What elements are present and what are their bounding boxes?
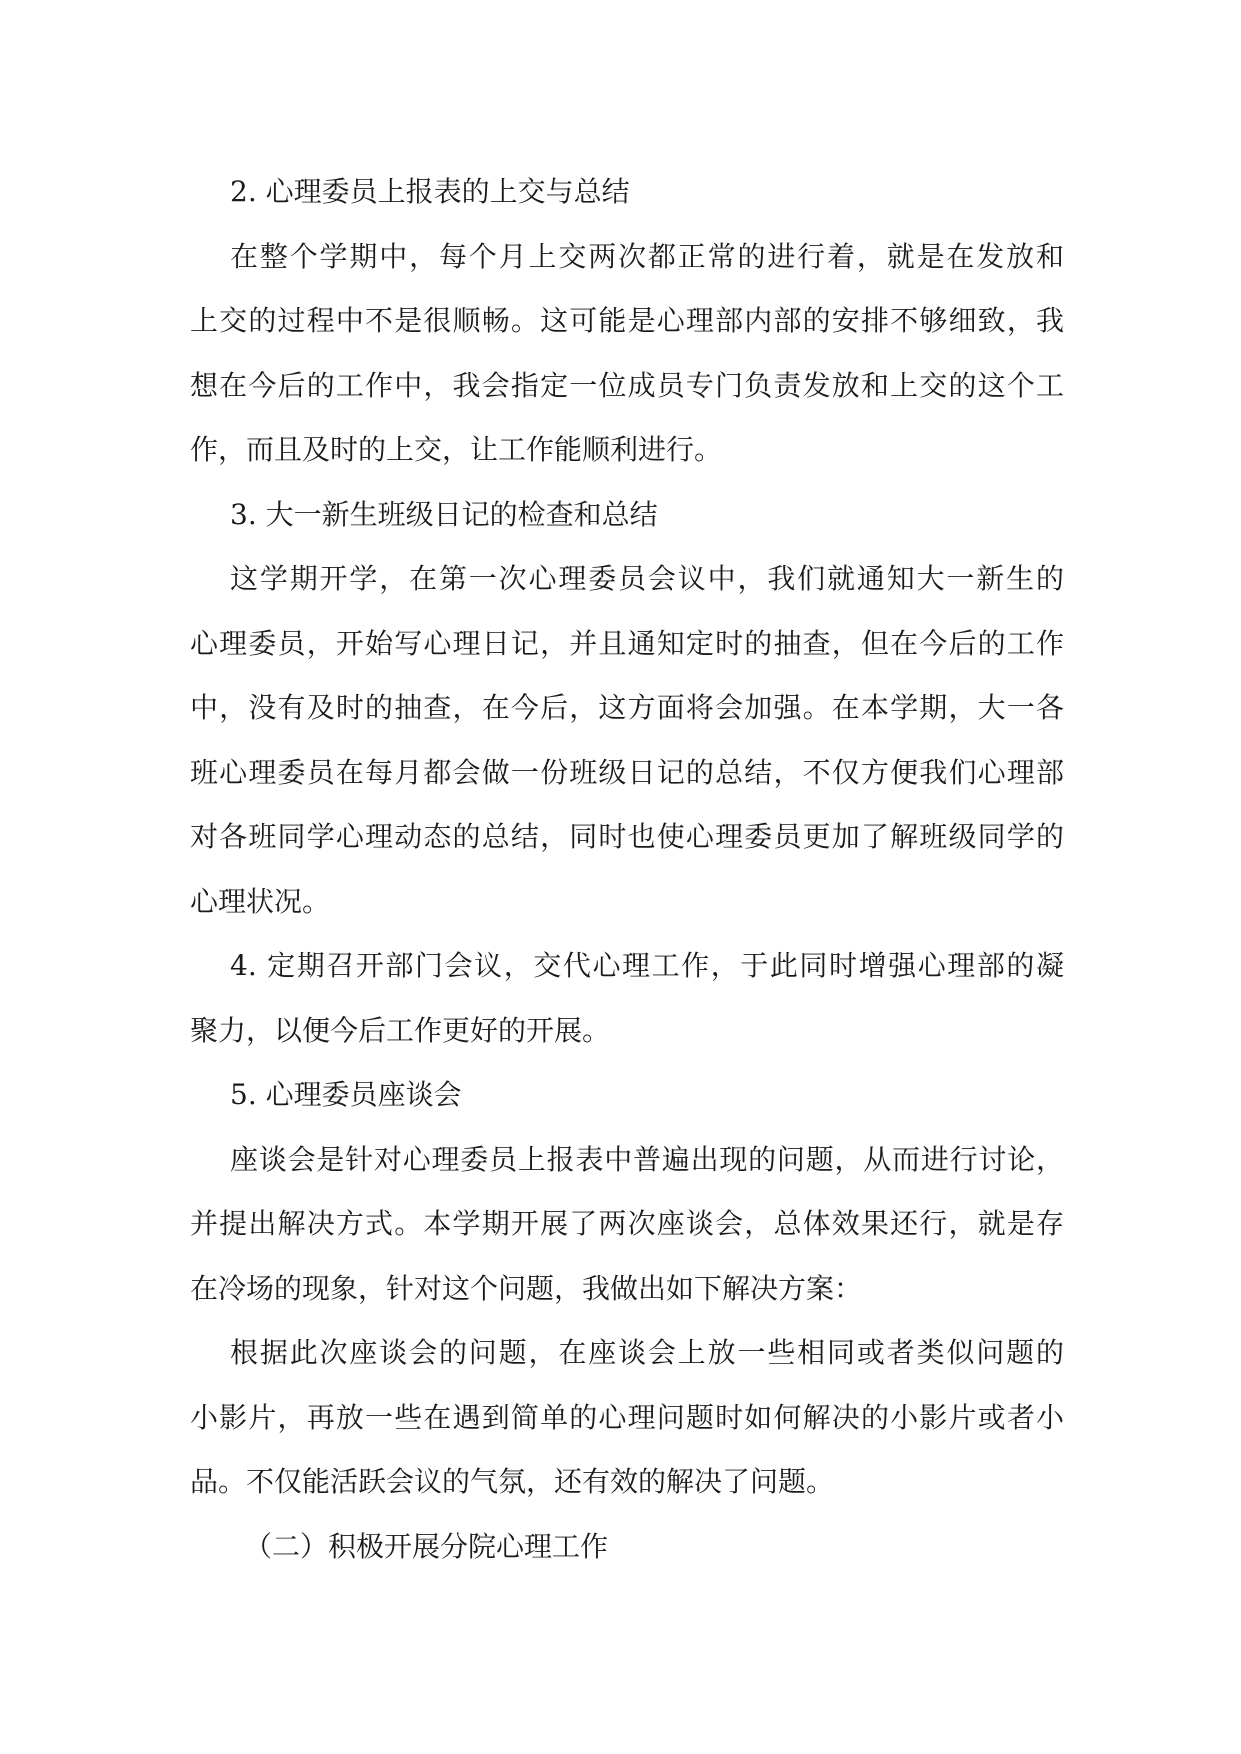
paragraph-line: 小影片，再放一些在遇到简单的心理问题时如何解决的小影片或者小 <box>190 1400 1064 1434</box>
paragraph-line: 心理委员，开始写心理日记，并且通知定时的抽查，但在今后的工作 <box>190 626 1064 660</box>
paragraph-line: 4. 定期召开部门会议，交代心理工作，于此同时增强心理部的凝 <box>230 949 1064 982</box>
paragraph-symposium <box>190 1128 1064 1322</box>
paragraph-line: 品。不仅能活跃会议的气氛，还有效的解决了问题。 <box>190 1465 835 1498</box>
section-heading-branch-work: （二）积极开展分院心理工作 <box>244 1529 609 1563</box>
paragraph-line: 上交的过程中不是很顺畅。这可能是心理部内部的安排不够细致，我 <box>190 304 1064 337</box>
paragraph-line: 在冷场的现象，针对这个问题，我做出如下解决方案： <box>190 1271 863 1305</box>
paragraph-diary-check <box>190 547 1064 934</box>
paragraph-line: 这学期开学，在第一次心理委员会议中，我们就通知大一新生的 <box>230 562 1064 595</box>
paragraph-line: 对各班同学心理动态的总结，同时也使心理委员更加了解班级同学的 <box>190 820 1064 853</box>
heading-symposium: 5. 心理委员座谈会 <box>230 1078 462 1111</box>
paragraph-department-meeting <box>190 934 1064 1063</box>
heading-diary-check: 3. 大一新生班级日记的检查和总结 <box>230 497 658 531</box>
document-body <box>190 160 1064 1579</box>
heading-report-submission: 2. 心理委员上报表的上交与总结 <box>230 175 630 208</box>
paragraph-symposium-solution <box>190 1321 1064 1515</box>
paragraph-line: 座谈会是针对心理委员上报表中普遍出现的问题，从而进行讨论， <box>230 1142 1064 1176</box>
paragraph-line: 在整个学期中，每个月上交两次都正常的进行着，就是在发放和 <box>230 239 1064 273</box>
paragraph-line: 并提出解决方式。本学期开展了两次座谈会，总体效果还行，就是存 <box>190 1207 1064 1240</box>
paragraph-line: 根据此次座谈会的问题，在座谈会上放一些相同或者类似问题的 <box>230 1336 1064 1369</box>
paragraph-line: 聚力，以便今后工作更好的开展。 <box>190 1013 611 1047</box>
paragraph-line: 心理状况。 <box>190 884 331 918</box>
paragraph-line: 中，没有及时的抽查，在今后，这方面将会加强。在本学期，大一各 <box>190 691 1064 724</box>
paragraph-line: 想在今后的工作中，我会指定一位成员专门负责发放和上交的这个工 <box>190 368 1064 402</box>
paragraph-line: 班心理委员在每月都会做一份班级日记的总结，不仅方便我们心理部 <box>190 755 1064 789</box>
paragraph-report-submission <box>190 225 1064 483</box>
paragraph-line: 作，而且及时的上交，让工作能顺利进行。 <box>190 433 723 466</box>
